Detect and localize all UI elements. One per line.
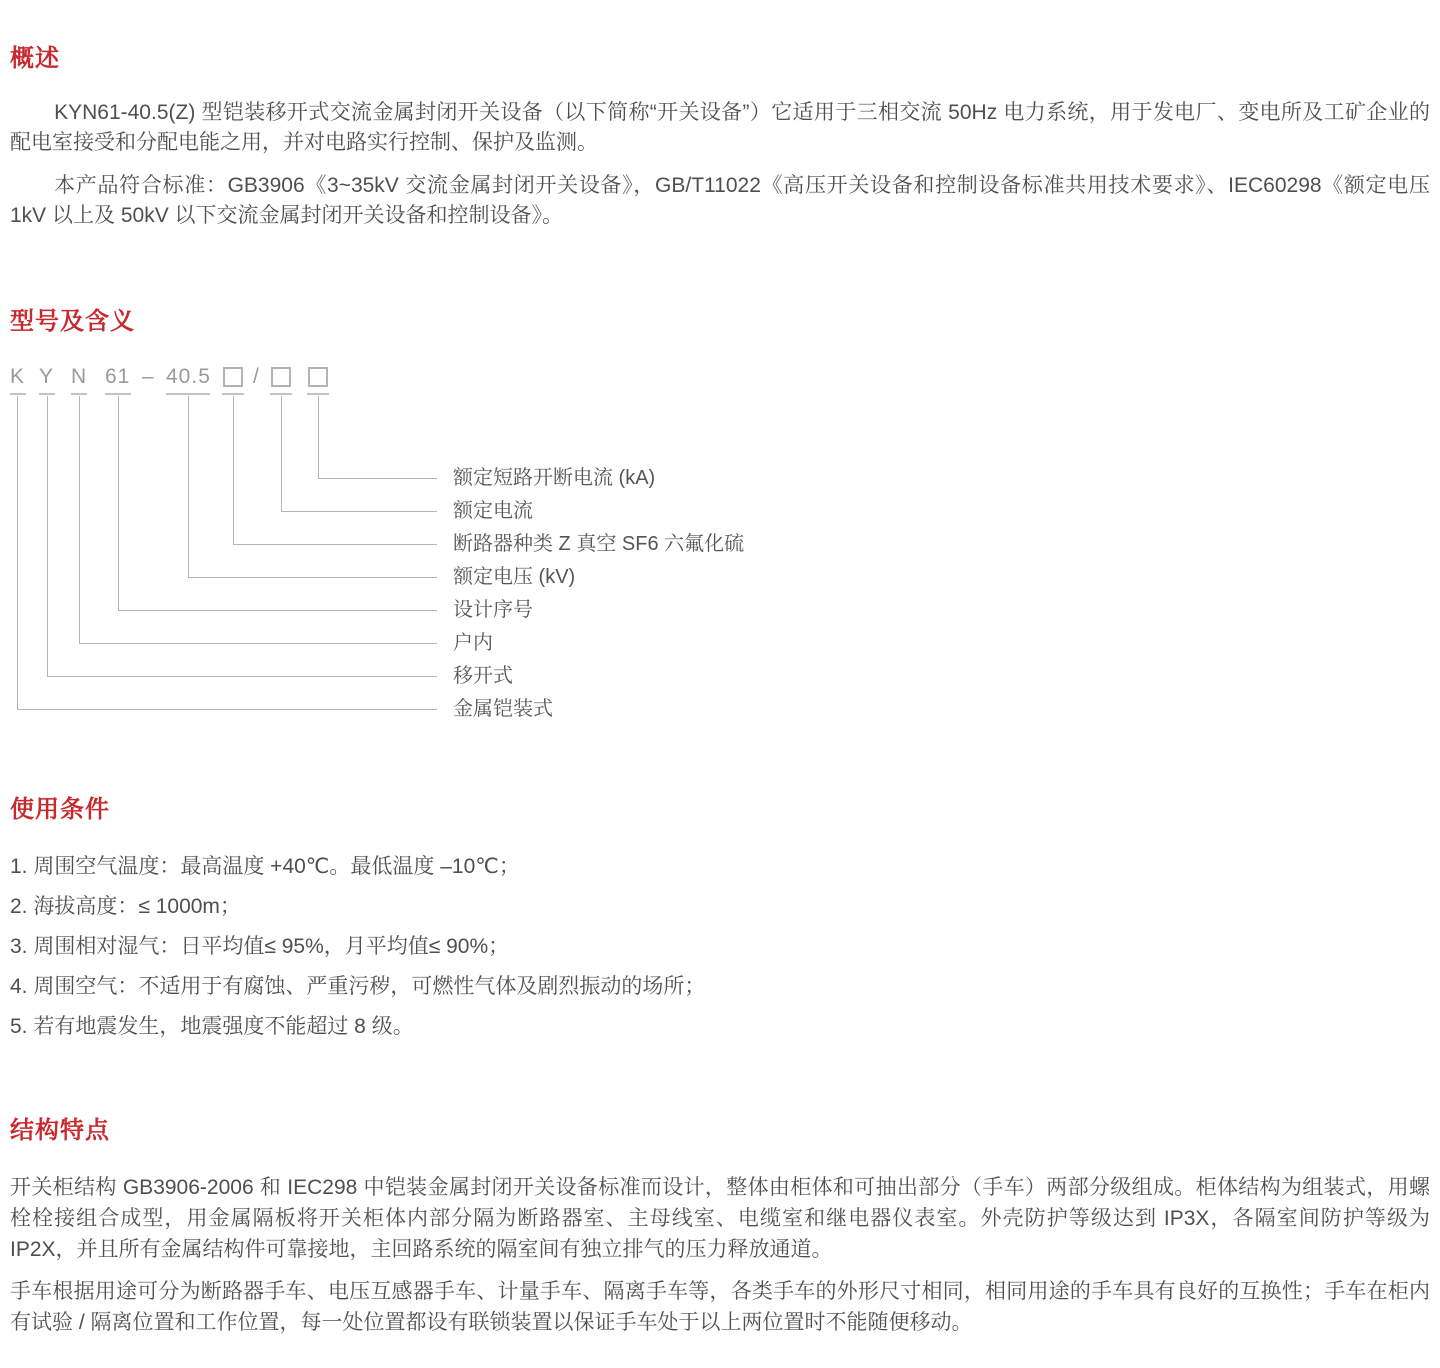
diagram-label-breaking-current: 额定短路开断电流 (kA) [453, 467, 656, 489]
condition-item-3: 3. 周围相对湿气：日平均值≤ 95%，月平均值≤ 90%； [10, 935, 510, 958]
connector-line [188, 396, 189, 577]
connector-line [188, 577, 437, 578]
connector-line [281, 511, 437, 512]
model-slash: / [253, 365, 260, 388]
overview-paragraph-1: KYN61-40.5(Z) 型铠装移开式交流金属封闭开关设备（以下简称“开关设备”）它适用于三相交流 50Hz 电力系统，用于发电厂、变电所及工矿企业的配电室接受和分配电能之用，并对电路实行控制、保护及监测。 [10, 101, 1430, 154]
connector-line [233, 544, 437, 545]
connector-line [118, 610, 437, 611]
connector-line [17, 709, 437, 710]
model-letter-y: Y [39, 365, 55, 388]
diagram-label-rated-current: 额定电流 [453, 500, 533, 522]
model-voltage: 40.5 [166, 365, 211, 388]
tick-voltage [166, 393, 210, 395]
model-designation-diagram [10, 365, 1430, 737]
connector-line [118, 396, 119, 610]
overview-heading: 概述 [10, 45, 60, 72]
condition-item-1: 1. 周围空气温度：最高温度 +40℃。最低温度 –10℃； [10, 855, 520, 878]
structure-paragraph-2: 手车根据用途可分为断路器手车、电压互感器手车、计量手车、隔离手车等，各类手车的外形尺寸相同，相同用途的手车具有良好的互换性；手车在柜内有试验 / 隔离位置和工作位置，每一处位置都设有联锁装置以保证手车处于以上两位置时不能随便移动。 [10, 1280, 1430, 1334]
diagram-label-design-serial: 设计序号 [453, 599, 533, 621]
tick-box-2 [270, 393, 292, 395]
connector-line [47, 676, 437, 677]
section-model-designation [10, 307, 1430, 737]
model-letter-k: K [10, 365, 26, 388]
connector-line [79, 643, 437, 644]
tick-box-3 [307, 393, 329, 395]
diagram-label-rated-voltage: 额定电压 (kV) [453, 566, 576, 588]
section-structure-features [10, 1116, 1430, 1338]
structure-heading: 结构特点 [10, 1117, 110, 1144]
section-overview [10, 44, 1430, 231]
condition-item-2: 2. 海拔高度：≤ 1000m； [10, 895, 241, 918]
condition-item-5: 5. 若有地震发生，地震强度不能超过 8 级。 [10, 1015, 414, 1038]
section-service-conditions [10, 795, 1430, 1047]
model-design-serial: 61 [105, 365, 131, 388]
placeholder-box-rated-current [271, 367, 291, 387]
diagram-label-withdrawable: 移开式 [453, 665, 513, 687]
tick-serial [105, 393, 131, 395]
connector-line [318, 478, 437, 479]
connector-line [79, 396, 80, 643]
conditions-heading: 使用条件 [10, 796, 110, 823]
tick-k [10, 393, 26, 395]
conditions-list [10, 847, 1430, 1047]
diagram-label-indoor: 户内 [453, 632, 493, 654]
placeholder-box-breaking-current [308, 367, 328, 387]
tick-y [39, 393, 55, 395]
model-heading: 型号及含义 [10, 308, 135, 335]
connector-line [281, 396, 282, 511]
connector-line [318, 396, 319, 478]
overview-paragraph-2: 本产品符合标准：GB3906《3~35kV 交流金属封闭开关设备》，GB/T11022《高压开关设备和控制设备标准共用技术要求》、IEC60298《额定电压 1kV 以上及 50kV 以下交流金属封闭开关设备和控制设备》。 [10, 174, 1430, 227]
diagram-label-metal-clad: 金属铠装式 [453, 698, 553, 720]
model-letter-n: N [71, 365, 88, 388]
connector-line [17, 396, 18, 709]
connector-line [47, 396, 48, 676]
condition-item-4: 4. 周围空气：不适用于有腐蚀、严重污秽，可燃性气体及剧烈振动的场所； [10, 975, 706, 998]
tick-box-1 [222, 393, 244, 395]
connector-line [233, 396, 234, 544]
model-dash: – [142, 365, 155, 388]
tick-n [71, 393, 87, 395]
structure-paragraph-1: 开关柜结构 GB3906-2006 和 IEC298 中铠装金属封闭开关设备标准而设计，整体由柜体和可抽出部分（手车）两部分级组成。柜体结构为组装式，用螺栓栓接组合成型，用金属隔板将开关柜体内部分隔为断路器室、主母线室、电缆室和继电器仪表室。外壳防护等级达到 IP3X，各隔室间防护等级为 IP2X，并且所有金属结构件可靠接地，主回路系统的隔室间有独立排气的压力释放通道。 [10, 1176, 1430, 1261]
placeholder-box-breaker-type [223, 367, 243, 387]
diagram-label-breaker-type: 断路器种类 Z 真空 SF6 六氟化硫 [453, 533, 745, 555]
